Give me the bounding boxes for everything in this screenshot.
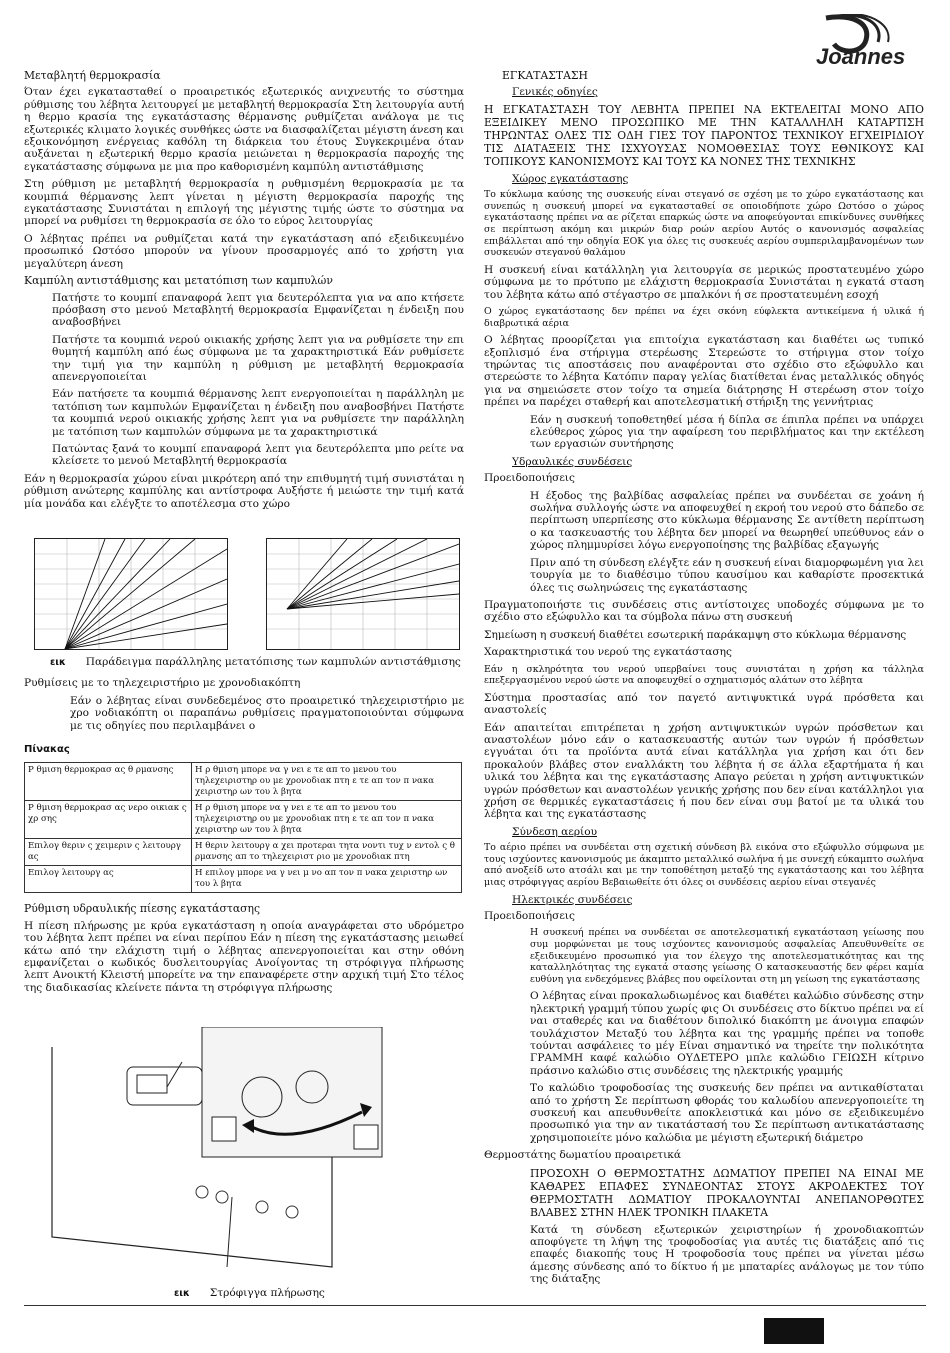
paragraph: Πατήστε το κουμπί επαναφορά λεπτ για δευτερόλεπτα για να απο κτήσετε πρόσβαση στο μενού Μεταβλητή θερμοκρασία Εμφανίζεται η ένδειξη που αναβοσβήνει: [52, 291, 464, 329]
subsection-heading: [512, 826, 924, 838]
table-cell: Επιλογ λειτουργ ας: [25, 866, 192, 893]
subsection-heading: [512, 456, 924, 468]
joannes-logo: [756, 14, 926, 70]
table-cell: Η θεριν λειτουργ α χει προτεραι τητα νοντι τυχ ν εντολ ς θ ρμανσης απ το τηλεχειριστ ριο με χρονοδιακ πτη: [192, 839, 462, 866]
paragraph: Πατώντας ξανά το κουμπί επαναφορά λεπτ για δευτερόλεπτα μπο ρείτε να κλείσετε το μενού Μεταβλητή θερμοκρασία: [52, 442, 464, 468]
warning-paragraph: Η ΕΓΚΑΤΑΣΤΑΣΗ ΤΟΥ ΛΕΒΗΤΑ ΠΡΕΠΕΙ ΝΑ ΕΚΤΕΛΕΙΤΑΙ ΜΟΝΟ ΑΠΟ ΕΞΕΙΔΙΚΕΥ ΜΕΝΟ ΠΡΟΣΩΠΙΚΟ ΜΕ ΤΗΝ ΚΑΤΑΛΛΗΛΗ ΚΑΤΑΡΤΙΣΗ ΤΗΡΩΝΤΑΣ ΟΛΕΣ ΤΙΣ ΟΔΗ ΓΙΕΣ ΤΟΥ ΠΑΡΟΝΤΟΣ ΤΕΧΝΙΚΟΥ ΕΓΧΕΙΡΙΔΙΟΥ ΤΙΣ ΔΙΑΤΑΞΕΙΣ ΤΗΣ ΙΣΧΥΟΥΣΑΣ ΝΟΜΟΘΕΣΙΑΣ ΤΟΥΣ ΕΘΝΙΚΟΥΣ ΚΑΙ ΤΟΠΙΚΟΥΣ ΚΑΝΟΝΙΣΜΟΥΣ ΚΑΙ ΤΟΥΣ ΚΑ ΝΟΝΕΣ ΤΗΣ ΤΕΧΝΙΚΗΣ: [484, 102, 924, 168]
figure-caption: [24, 1287, 464, 1300]
table-cell: Η ρ θμιση μπορε να γ νει ε τε απ το μενου του τηλεχειριστηρ ου με χρονοδιακ πτη ε τε απ τον π νακα χειριστηρ ων του λ βητα: [192, 801, 462, 839]
heading-pressure: Ρύθμιση υδραυλικής πίεσης εγκατάστασης: [24, 902, 260, 916]
table-cell: Ρ θμιση θερμοκρασ ας νερο οικιακ ς χρ σης: [25, 801, 192, 839]
figure-caption-text: Στρόφιγγα πλήρωσης: [209, 1287, 325, 1300]
paragraph: Θερμοστάτης δωματίου προαιρετικά: [484, 1149, 682, 1162]
subsection-heading: [512, 173, 924, 185]
right-column: [484, 70, 924, 1291]
settings-table: [24, 762, 462, 893]
table-cell: Επιλογ θεριν ς χειμεριν ς λειτουργ ας: [25, 839, 192, 866]
heading-curve: Καμπύλη αντιστάθμισης και μετατόπιση των καμπυλών: [24, 274, 333, 288]
paragraph: Εάν η σκληρότητα του νερού υπερβαίνει τους συνιστάται η χρήση κα τάλληλα επεξεργασμένου νερού ώστε να αποφευχθεί ο σχηματισμός αλάτων στο λέβητα: [484, 663, 924, 687]
paragraph: Εάν η θερμοκρασία χώρου είναι μικρότερη από την επιθυμητή τιμή συνιστάται η ρύθμιση ανώτερης καμπύλης και αντίστροφα Αυξήστε ή μειώστε την τιμή κατά μία μονάδα και ελέγξτε το αποτέλεσμα στο χώρο: [24, 472, 464, 510]
paragraph: Η πίεση πλήρωσης με κρύα εγκατάσταση η οποία αναγράφεται στο υδρόμετρο του λέβητα λεπτ πρέπει να είναι περίπου Εάν η πίεση της εγκατάστασης μειωθεί κάτω από την ελάχιστη τιμή ο λέβητας απενεργοποιείται και στην οθόνη εμφανίζεται ο κωδικός δυσλειτουργίας Ανοίγοντας τη στρόφιγγα πλήρωσης λεπτ Ανοικτή Κλειστή μπορείτε να την επαναφέρετε στην αρχική τιμή Στο τέλος της διαδικασίας κλείνετε πάντα τη στρόφιγγα πλήρωσης: [24, 919, 464, 994]
subsection-title: Γενικές οδηγίες: [512, 86, 598, 99]
table-row: [25, 839, 462, 866]
paragraph: Η συσκευή είναι κατάλληλη για λειτουργία σε μερικώς προστατευμένο χώρο σύμφωνα με το πρότυπο με ελάχιστη θερμοκρασία Συνιστάται η εγκατά σταση του λέβητα κάτω από στέγαστρο σε μπαλκόνι ή σε προστατευμένη εσοχή: [484, 263, 924, 301]
paragraph: Ο λέβητας πρέπει να ρυθμίζεται κατά την εγκατάσταση από εξειδικευμένο προσωπικό Ωστόσο μπορούν να γίνουν προσαρμογές από το χρήστη για μεγαλύτερη άνεση: [24, 232, 464, 270]
filling-tap-illustration: [32, 1027, 392, 1277]
paragraph: Ο λέβητας είναι προκαλωδιωμένος και διαθέτει καλώδιο σύνδεσης στην ηλεκτρική γραμμή τύπου χωρίς φις Οι συνδέσεις στο δίκτυο πρέπει να εί ναι σταθερές και να διαθέτουν διπολικό διακόπτη με άνοιγμα επαφών τουλάχιστον Μεταξύ του λέβητα και της γραμμής πρέπει να τοποθε τούνται ασφάλειες το μέγ Είναι σημαντικό να τηρείτε την πολικότητα ΓΡΑΜΜΗ καφέ καλώδιο ΟΥΔΕΤΕΡΟ μπλε καλώδιο ΓΕΙΩΣΗ κίτρινο πράσινο καλώδιο στις συνδέσεις της ηλεκτρικής γραμμής: [530, 990, 924, 1077]
page-number-box: [764, 1318, 824, 1344]
subsection-heading: [512, 86, 924, 98]
table-row: [25, 763, 462, 801]
figure-caption-text: Παράδειγμα παράλληλης μετατόπισης των καμπυλών αντιστάθμισης: [85, 656, 461, 668]
paragraph: Το κύκλωμα καύσης της συσκευής είναι στεγανό σε σχέση με το χώρο εγκατάστασης και συνεπώς η συσκευή μπορεί να εγκατασταθεί σε οποιοδήποτε χώρο Ωστόσο ο χώρος εγκατάστασης πρέπει να αε ρίζεται επαρκώς ώστε να αποφεύγονται επικίνδυνες συνθήκες σε περίπτωση ακόμη και μικρών διαρ ροών αερίου Αυτός ο κανονισμός ασφαλείας επιβάλλεται από την οδηγία ΕΟΚ για όλες τις συσκευές αερίου συμπεριλαμβανομένων των συσκευών στεγανού θαλάμου: [484, 189, 924, 259]
compensation-curves-figure: [34, 538, 464, 650]
table-cell: Η ρ θμιση μπορε να γ νει ε τε απ το μενου του τηλεχειριστηρ ου με χρονοδιακ πτη ε τε απ τον π νακα χειριστηρ ων του λ βητα: [192, 763, 462, 801]
paragraph: Σημείωση η συσκευή διαθέτει εσωτερική παράκαμψη στο κύκλωμα θέρμανσης: [484, 628, 907, 641]
svg-text:Joannes: Joannes: [816, 44, 906, 69]
table-row: [25, 866, 462, 893]
paragraph: Ο χώρος εγκατάστασης δεν πρέπει να έχει σκόνη εύφλεκτα αντικείμενα ή υλικά ή διαβρωτικά αέρια: [484, 306, 924, 329]
subsection-heading: [512, 894, 924, 906]
paragraph: Η έξοδος της βαλβίδας ασφαλείας πρέπει να συνδέεται σε χοάνη ή σωλήνα συλλογής ώστε να αποφευχθεί η εκροή του νερού στο δάπεδο σε περίπτωση υπερπίεσης στο κύκλωμα θέρμανσης Σε αντίθετη περίπτωση ο κα τασκευαστής του λέβητα δεν μπορεί να θεωρηθεί υπεύθυνος εάν ο χώρος πλημμυρίσει λόγω ενεργοποίησης της βαλβίδας εξαγωγής: [530, 489, 924, 552]
table-cell: Η επιλογ μπορε να γ νει μ νο απ τον π νακα χειριστηρ ων του λ βητα: [192, 866, 462, 893]
heading-remote: Ρυθμίσεις με το τηλεχειριστήριο με χρονοδιακόπτη: [24, 677, 301, 690]
paragraph: Στη ρύθμιση με μεταβλητή θερμοκρασία η ρυθμισμένη θερμοκρασία με τα κουμπιά θέρμανσης λεπτ γίνεται η μέγιστη θερμοκρασία παροχής της εγκατάστασης Συνιστάται η επιλογή της μέγιστης τιμής ώστε το σύστημα να μπορεί να ρυθμίσει τη θερμοκρασία σε όλο το εύρος λειτουργίας: [24, 178, 464, 228]
figure-caption: [24, 656, 464, 669]
paragraph: Όταν έχει εγκατασταθεί ο προαιρετικός εξωτερικός ανιχνευτής το σύστημα ρύθμισης του λέβητα λειτουργεί με μεταβλητή θερμοκρασία Στη λειτουργία αυτή η θερμο κρασία της εγκατάστασης θέρμανσης ρυθμίζεται ανάλογα με τις εξωτερικές κλιματο λογικές συνθήκες ώστε να διασφαλίζεται μέγιστη άνεση και εξοικονόμηση ενέργειας καθόλη τη διάρκεια του έτους Συγκεκριμένα όταν αυξάνεται η εξωτερική θερμο κρασία μειώνεται η θερμοκρασία παροχής της εγκατάστασης σύμφωνα με μια προ καθορισμένη καμπύλη αντιστάθμισης: [24, 86, 464, 173]
paragraph: Εάν η συσκευή τοποθετηθεί μέσα ή δίπλα σε έπιπλα πρέπει να υπάρχει ελεύθερος χώρος για την αφαίρεση του περιβλήματος και την εκτέλεση των εργασιών συντήρησης: [530, 413, 924, 451]
subsection-title: Ηλεκτρικές συνδέσεις: [512, 893, 633, 906]
subsection-title: Υδραυλικές συνδέσεις: [512, 455, 633, 468]
paragraph: Εάν απαιτείται επιτρέπεται η χρήση αντιψυκτικών υγρών πρόσθετων και αναστολέων μόνο εάν ο κατασκευαστής αυτών των υγρών ή πρόσθετων εγγυάται ότι τα προϊόντα αυτά είναι κατάλληλα για χρήση και ότι δεν προκαλούν βλάβες στον εναλλάκτη του λέβητα ή σε άλλα εξαρτήματα ή και υλικά του λέβητα και της εγκατάστασης Απαγο ρεύεται η χρήση αντιψυκτικών υγρών πρόσθετων και αναστολέων γενικής χρήσης που δεν είναι κατάλληλοι για χρήση σε θερμικές εγκαταστάσεις ή που δεν είναι συμ βατοί με τα υλικά του λέβητα και της εγκατάστασης: [484, 721, 924, 821]
paragraph: Προειδοποιήσεις: [484, 472, 575, 485]
paragraph: Η συσκευή πρέπει να συνδέεται σε αποτελεσματική εγκατάσταση γείωσης που συμ μορφώνεται με τους ισχύοντες κανονισμούς ασφαλείας Απευθυνθείτε σε εξειδικευμένο προσωπικό για τον έλεγχο της αποτελεσματικότητας και της καταλληλότητας της εγκατά στασης γείωσης Ο κατασκευαστής δεν φέρει καμία ευθύνη για ενδεχόμενες βλάβες που οφείλονται στη μη γείωση της εγκατάστασης: [530, 927, 924, 985]
figure-label: εικ: [174, 1288, 190, 1300]
paragraph: Πατήστε τα κουμπιά νερού οικιακής χρήσης λεπτ για να ρυθμίσετε την επι θυμητή καμπύλη από έως σύμφωνα με τα χαρακτηριστικά Εάν ρυθμίσετε την τιμή για την καμπύλη η ρύθμιση με μεταβλητή θερμοκρασία απενεργοποιείται: [52, 333, 464, 383]
paragraph: Κατά τη σύνδεση εξωτερικών χειριστηρίων ή χρονοδιακοπτών αποφύγετε τη λήψη της τροφοδοσίας για αυτές τις διατάξεις από τις επαφές διακοπής τους Η τροφοδοσία τους πρέπει να γίνεται μέσω άμεσης σύνδεσης από το δίκτυο ή με μπαταρίες ανάλογως με τον τύπο της διάταξης: [530, 1223, 924, 1286]
paragraph: Ο λέβητας προορίζεται για επιτοίχια εγκατάσταση και διαθέτει ως τυπικό εξοπλισμό ένα στήριγμα στερέωσης Στερεώστε το στήριγμα στον τοίχο τηρώντας τις αποστάσεις που αναφέρονται στο σχέδιο στο εξώφυλλο και στερεώστε το λέβητα Κατόπιν παραγ γελίας διατίθεται ένας μεταλλικός οδηγός για να σημειώσετε στον τοίχο τα σημεία διάτρησης Η στερέωση στον τοίχο πρέπει να παρέχει σταθερή και αποτελεσματική στήριξη της γεννήτριας: [484, 334, 924, 409]
paragraph: Το καλώδιο τροφοδοσίας της συσκευής δεν πρέπει να αντικαθίσταται από το χρήστη Σε περίπτωση φθοράς του καλωδίου απενεργοποιείτε τη συσκευή και απευθυνθείτε αποκλειστικά και μόνο σε εξειδικευμένο προσωπικό για την αν τικατάστασή του Σε περίπτωση αντικατάστασης χρησιμοποιείτε μόνο καλώδια με μέγιστη εξωτερική διάμετρο: [530, 1082, 924, 1144]
paragraph: Εάν πατήσετε τα κουμπιά θέρμανσης λεπτ ενεργοποιείται η παράλληλη με τατόπιση των καμπυλών Εμφανίζεται η ένδειξη που αναβοσβήνει Πατήστε τα κουμπιά νερού οικιακής χρήσης λεπτ για να ρυθμίσετε την παράλληλη με τατόπιση των καμπυλών σύμφωνα με τα χαρακτηριστικά: [52, 388, 464, 438]
footer-divider: [24, 1305, 926, 1306]
paragraph: Εάν ο λέβητας είναι συνδεδεμένος στο προαιρετικό τηλεχειριστήριο με χρο νοδιακόπτη οι παραπάνω ρυθμίσεις πραγματοποιούνται σύμφωνα με τις οδηγίες που περιλαμβάνει ο: [70, 694, 464, 732]
left-column: [24, 70, 464, 1309]
paragraph: Χαρακτηριστικά του νερού της εγκατάστασης: [484, 646, 732, 659]
table-title: Πίνακας: [24, 744, 70, 756]
subsection-title: Χώρος εγκατάστασης: [512, 172, 629, 185]
paragraph: Το αέριο πρέπει να συνδέεται στη σχετική σύνδεση βλ εικόνα στο εξώφυλλο σύμφωνα με τους ισχύοντες κανονισμούς με άκαμπτο μεταλλικό σωλήνα ή με συνεχή εύκαμπτο σωλήνα από ανοξείδ ωτο ατσάλι και με την τοποθέτηση μεταξύ της εγκατάστασης και του λέβητα μιας στρόφιγγας αερίου Βεβαιωθείτε ότι όλες οι συνδέσεις αερίου είναι στεγανές: [484, 842, 924, 888]
curve-chart-left: [34, 538, 228, 650]
paragraph: Προειδοποιήσεις: [484, 909, 575, 922]
paragraph: Πραγματοποιήστε τις συνδέσεις στις αντίστοιχες υποδοχές σύμφωνα με το σχέδιο στο εξώφυλλο και τα σύμβολα πάνω στη συσκευή: [484, 598, 924, 624]
curve-chart-right: [266, 538, 460, 650]
heading-variable-temp: Μεταβλητή θερμοκρασία: [24, 69, 161, 82]
figure-label: εικ: [50, 657, 66, 668]
table-row: [25, 801, 462, 839]
warning-paragraph: ΠΡΟΣΟΧΗ Ο ΘΕΡΜΟΣΤΑΤΗΣ ΔΩΜΑΤΙΟΥ ΠΡΕΠΕΙ ΝΑ ΕΙΝΑΙ ΜΕ ΚΑΘΑΡΕΣ ΕΠΑΦΕΣ ΣΥΝΔΕΟΝΤΑΣ ΣΤΟΥΣ ΑΚΡΟΔΕΚΤΕΣ ΤΟΥ ΘΕΡΜΟΣΤΑΤΗ ΔΩΜΑΤΙΟΥ ΠΡΟΚΑΛΟΥΝΤΑΙ ΑΝΕΠΑΝΟΡΘΩΤΕΣ ΒΛΑΒΕΣ ΣΤΗΝ ΗΛΕΚ ΤΡΟΝΙΚΗ ΠΛΑΚΕΤΑ: [530, 1166, 924, 1219]
paragraph: Πριν από τη σύνδεση ελέγξτε εάν η συσκευή είναι διαμορφωμένη για λει τουργία με το διαθέσιμο τύπου καυσίμου και καθαρίστε προσεκτικά όλες τις σωληνώσεις της εγκατάστασης: [530, 556, 924, 594]
subsection-title: Σύνδεση αερίου: [512, 825, 598, 838]
paragraph: Σύστημα προστασίας από τον παγετό αντιψυκτικά υγρά πρόσθετα και αναστολείς: [484, 691, 924, 717]
table-cell: Ρ θμιση θερμοκρασ ας θ ρμανσης: [25, 763, 192, 801]
section-title: ΕΓΚΑΤΑΣΤΑΣΗ: [502, 69, 588, 82]
